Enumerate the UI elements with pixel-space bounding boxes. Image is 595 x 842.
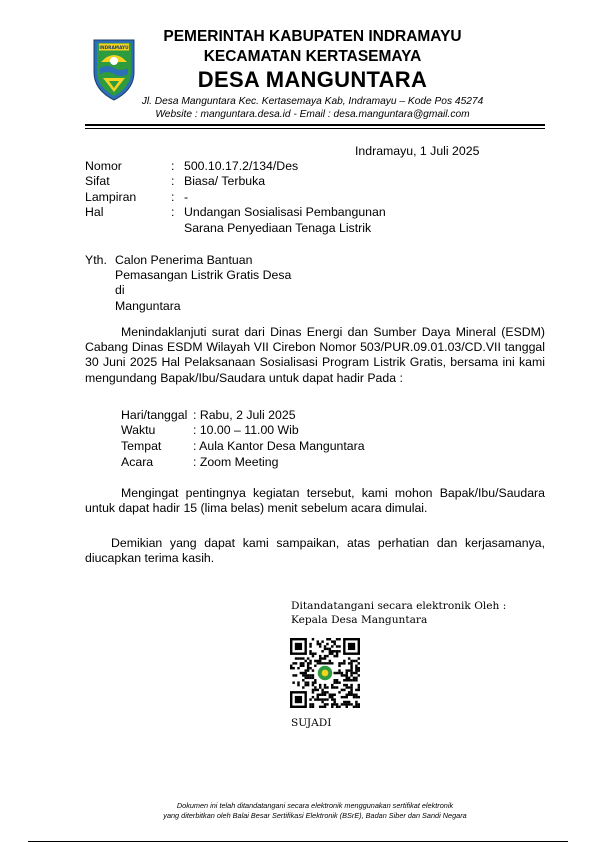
body-paragraph-2: Mengingat pentingnya kegiatan tersebut, kami mohon Bapak/Ibu/Saudara untuk dapat hadir 15 (lima belas) menit sebelum acara dimulai. [85, 486, 545, 516]
meta-label-sifat: Sifat [85, 174, 110, 188]
letterhead-village: DESA MANGUNTARA [197, 67, 428, 92]
addressee-line3: di [115, 283, 125, 297]
meta-value-hal-line2: Sarana Penyediaan Tenaga Listrik [184, 221, 372, 235]
meta-value-hal: Undangan Sosialisasi Pembangunan [184, 205, 386, 219]
addressee-line2: Pemasangan Listrik Gratis Desa [115, 268, 292, 282]
addressee-line4: Manguntara [115, 299, 181, 313]
letterhead-government: PEMERINTAH KABUPATEN INDRAMAYU [163, 28, 462, 45]
letterhead-address: Jl. Desa Manguntara Kec. Kertasemaya Kab, Indramayu – Kode Pos 45274 [141, 96, 484, 107]
letterhead-rule-thick [85, 124, 545, 126]
footer-disclaimer-line1: Dokumen ini telah ditandatangani secara elektronik menggunakan sertifikat elektronik [176, 801, 454, 810]
letterhead-district: KECAMATAN KERTASEMAYA [203, 48, 422, 65]
meta-label-lampiran: Lampiran [85, 190, 137, 204]
meta-sep: : [171, 159, 175, 173]
emblem-text: INDRAMAYU [99, 46, 129, 51]
place-date: Indramayu, 1 Juli 2025 [355, 144, 480, 158]
schedule-value: : Zoom Meeting [193, 455, 279, 469]
schedule-label: Tempat [121, 439, 162, 453]
schedule-label: Waktu [121, 423, 156, 437]
regency-emblem-logo [90, 34, 138, 102]
body-paragraph-3: Demikian yang dapat kami sampaikan, atas perhatian dan kerjasamanya, diucapkan terima kasih. [85, 536, 545, 566]
addressee-line1: Calon Penerima Bantuan [115, 253, 253, 267]
meta-value-sifat: Biasa/ Terbuka [184, 174, 266, 188]
letterhead-rule-thin [85, 128, 545, 129]
schedule-label: Hari/tanggal [121, 408, 188, 422]
meta-label-nomor: Nomor [85, 159, 122, 173]
signer-name: SUJADI [291, 717, 332, 729]
signature-title: Kepala Desa Manguntara [291, 614, 428, 626]
schedule-value: : Rabu, 2 Juli 2025 [193, 408, 296, 422]
meta-sep: : [171, 190, 175, 204]
body-paragraph-1: Menindaklanjuti surat dari Dinas Energi dan Sumber Daya Mineral (ESDM) Cabang Dinas ESDM Wilayah VII Cirebon Nomor 503/PUR.09.01.03/CD.VII tanggal 30 Juni 2025 Hal Pelaksanaan Sosialisasi Program Listrik Gratis, bersama ini kami mengundang Bapak/Ibu/Saudara untuk dapat hadir Pada : [85, 325, 545, 385]
letterhead-contact: Website : manguntara.desa.id - Email : desa.manguntara@gmail.com [155, 109, 470, 120]
footer-disclaimer-line2: yang diterbitkan oleh Balai Besar Sertifikasi Elektronik (BSrE), Badan Siber dan Sandi Negara [163, 811, 467, 820]
schedule-value: : 10.00 – 11.00 Wib [193, 423, 299, 437]
meta-value-nomor: 500.10.17.2/134/Des [184, 159, 299, 173]
meta-sep: : [171, 205, 175, 219]
schedule-value: : Aula Kantor Desa Manguntara [193, 439, 365, 453]
meta-value-lampiran: - [184, 190, 189, 204]
signature-qr-code [290, 638, 360, 708]
schedule-label: Acara [121, 455, 154, 469]
meta-label-hal: Hal [85, 205, 104, 219]
meta-sep: : [171, 174, 175, 188]
addressee-prefix: Yth. [85, 253, 107, 267]
signature-statement: Ditandatangani secara elektronik Oleh : [291, 600, 507, 612]
